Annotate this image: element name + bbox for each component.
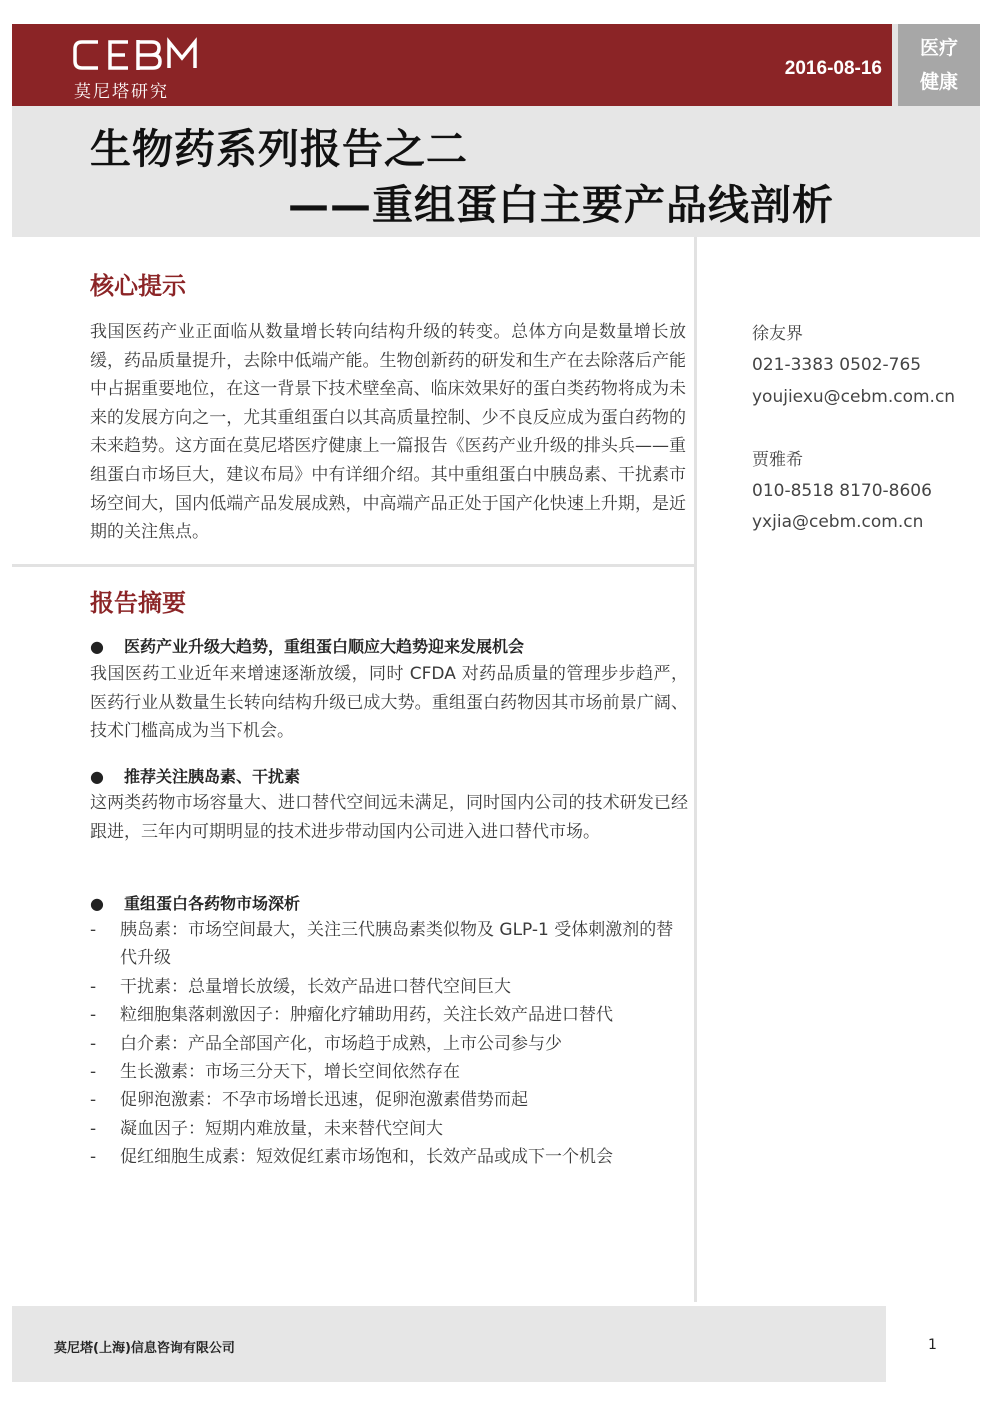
dash-mark: - <box>90 1062 97 1083</box>
bullet-heading-3 <box>90 891 300 914</box>
list-item <box>90 1115 690 1143</box>
analyst-email[interactable]: yxjia@cebm.com.cn <box>752 512 924 533</box>
footer-company: 莫尼塔(上海)信息咨询有限公司 <box>54 1341 235 1356</box>
list-item-text: 干扰素：总量增长放缓，长效产品进口替代空间巨大 <box>120 976 511 997</box>
section-divider <box>12 564 694 567</box>
bullet-heading-1 <box>90 634 524 657</box>
analyst-phone: 010-8518 8170-8606 <box>752 481 932 502</box>
bullet-heading-2 <box>90 764 300 787</box>
analyst-email[interactable]: youjiexu@cebm.com.cn <box>752 386 956 407</box>
list-item <box>90 1058 690 1086</box>
dash-mark: - <box>90 1033 97 1054</box>
bullet-title: 推荐关注胰岛素、干扰素 <box>124 767 301 786</box>
contact-spacer <box>752 413 955 445</box>
list-item-text: 生长激素：市场三分天下，增长空间依然存在 <box>120 1062 460 1083</box>
list-item-text: 胰岛素：市场空间最大，关注三代胰岛素类似物及 GLP-1 受体刺激剂的替代升级 <box>120 920 674 969</box>
dash-mark: - <box>90 1118 97 1139</box>
analyst-name: 徐友界 <box>752 324 803 344</box>
market-analysis-list <box>90 916 690 1172</box>
dash-mark: - <box>90 1090 97 1111</box>
header-bar <box>12 24 892 106</box>
list-item <box>90 1030 690 1058</box>
list-item-text: 凝血因子：短期内难放量，未来替代空间大 <box>120 1118 443 1139</box>
report-title: 生物药系列报告之二 <box>90 125 468 173</box>
bullet-mark: ● <box>90 767 104 786</box>
bullet-text-2: 这两类药物市场容量大、进口替代空间远未满足，同时国内公司的技术研发已经跟进，三年内可期明显的技术进步带动国内公司进入进口替代市场。 <box>90 793 688 842</box>
report-subtitle: ——重组蛋白主要产品线剖析 <box>288 181 834 229</box>
analyst-contacts <box>752 319 955 539</box>
dash-mark: - <box>90 976 97 997</box>
list-item <box>90 1001 690 1029</box>
dash-mark: - <box>90 920 97 940</box>
sector-tag <box>892 24 980 106</box>
sector-tag-inner <box>898 24 980 106</box>
list-item-text: 粒细胞集落刺激因子：肿瘤化疗辅助用药，关注长效产品进口替代 <box>120 1005 613 1026</box>
core-heading: 核心提示 <box>90 272 186 300</box>
bullet-title: 医药产业升级大趋势，重组蛋白顺应大趋势迎来发展机会 <box>124 637 525 656</box>
abstract-heading: 报告摘要 <box>90 589 186 617</box>
list-item <box>90 916 690 973</box>
bullet-mark: ● <box>90 637 104 656</box>
sector-line-2: 健康 <box>919 71 958 93</box>
list-item-text: 白介素：产品全部国产化，市场趋于成熟，上市公司参与少 <box>120 1033 562 1054</box>
logo-subtitle: 莫尼塔研究 <box>74 82 169 102</box>
list-item <box>90 973 690 1001</box>
dash-mark: - <box>90 1005 97 1026</box>
list-item-text: 促红细胞生成素：短效促红素市场饱和，长效产品或成下一个机会 <box>120 1147 613 1168</box>
column-divider <box>694 237 697 1302</box>
list-item <box>90 1143 690 1171</box>
logo-letters <box>72 36 202 76</box>
title-band <box>12 106 980 237</box>
bullet-text-1: 我国医药工业近年来增速逐渐放缓，同时 CFDA 对药品质量的管理步步趋严，医药行业从数量生长转向结构升级已成大势。重组蛋白药物因其市场前景广阔、技术门槛高成为当下机会。 <box>90 664 688 742</box>
analyst-phone: 021-3383 0502-765 <box>752 355 922 376</box>
list-item <box>90 1086 690 1114</box>
report-date: 2016-08-16 <box>784 58 882 79</box>
page-number: 1 <box>928 1337 937 1353</box>
footer <box>12 1306 886 1382</box>
bullet-title: 重组蛋白各药物市场深析 <box>124 894 301 913</box>
sector-line-1: 医疗 <box>919 37 958 59</box>
bullet-mark: ● <box>90 894 104 913</box>
core-summary-text: 我国医药产业正面临从数量增长转向结构升级的转变。总体方向是数量增长放缓，药品质量提升，去除中低端产能。生物创新药的研发和生产在去除落后产能中占据重要地位，在这一背景下技术壁垒高、临床效果好的蛋白类药物将成为未来的发展方向之一，尤其重组蛋白以其高质量控制、少不良反应成为蛋白药物的未来趋势。这方面在莫尼塔医疗健康上一篇报告《医药产业升级的排头兵——重组蛋白市场巨大，建议布局》中有详细介绍。其中重组蛋白中胰岛素、干扰素市场空间大，国内低端产品发展成熟，中高端产品正处于国产化快速上升期，是近期的关注焦点。 <box>90 322 686 543</box>
dash-mark: - <box>90 1147 97 1168</box>
list-item-text: 促卵泡激素：不孕市场增长迅速，促卵泡激素借势而起 <box>120 1090 528 1111</box>
analyst-name: 贾雅希 <box>752 449 803 470</box>
cebm-logo <box>72 36 202 102</box>
